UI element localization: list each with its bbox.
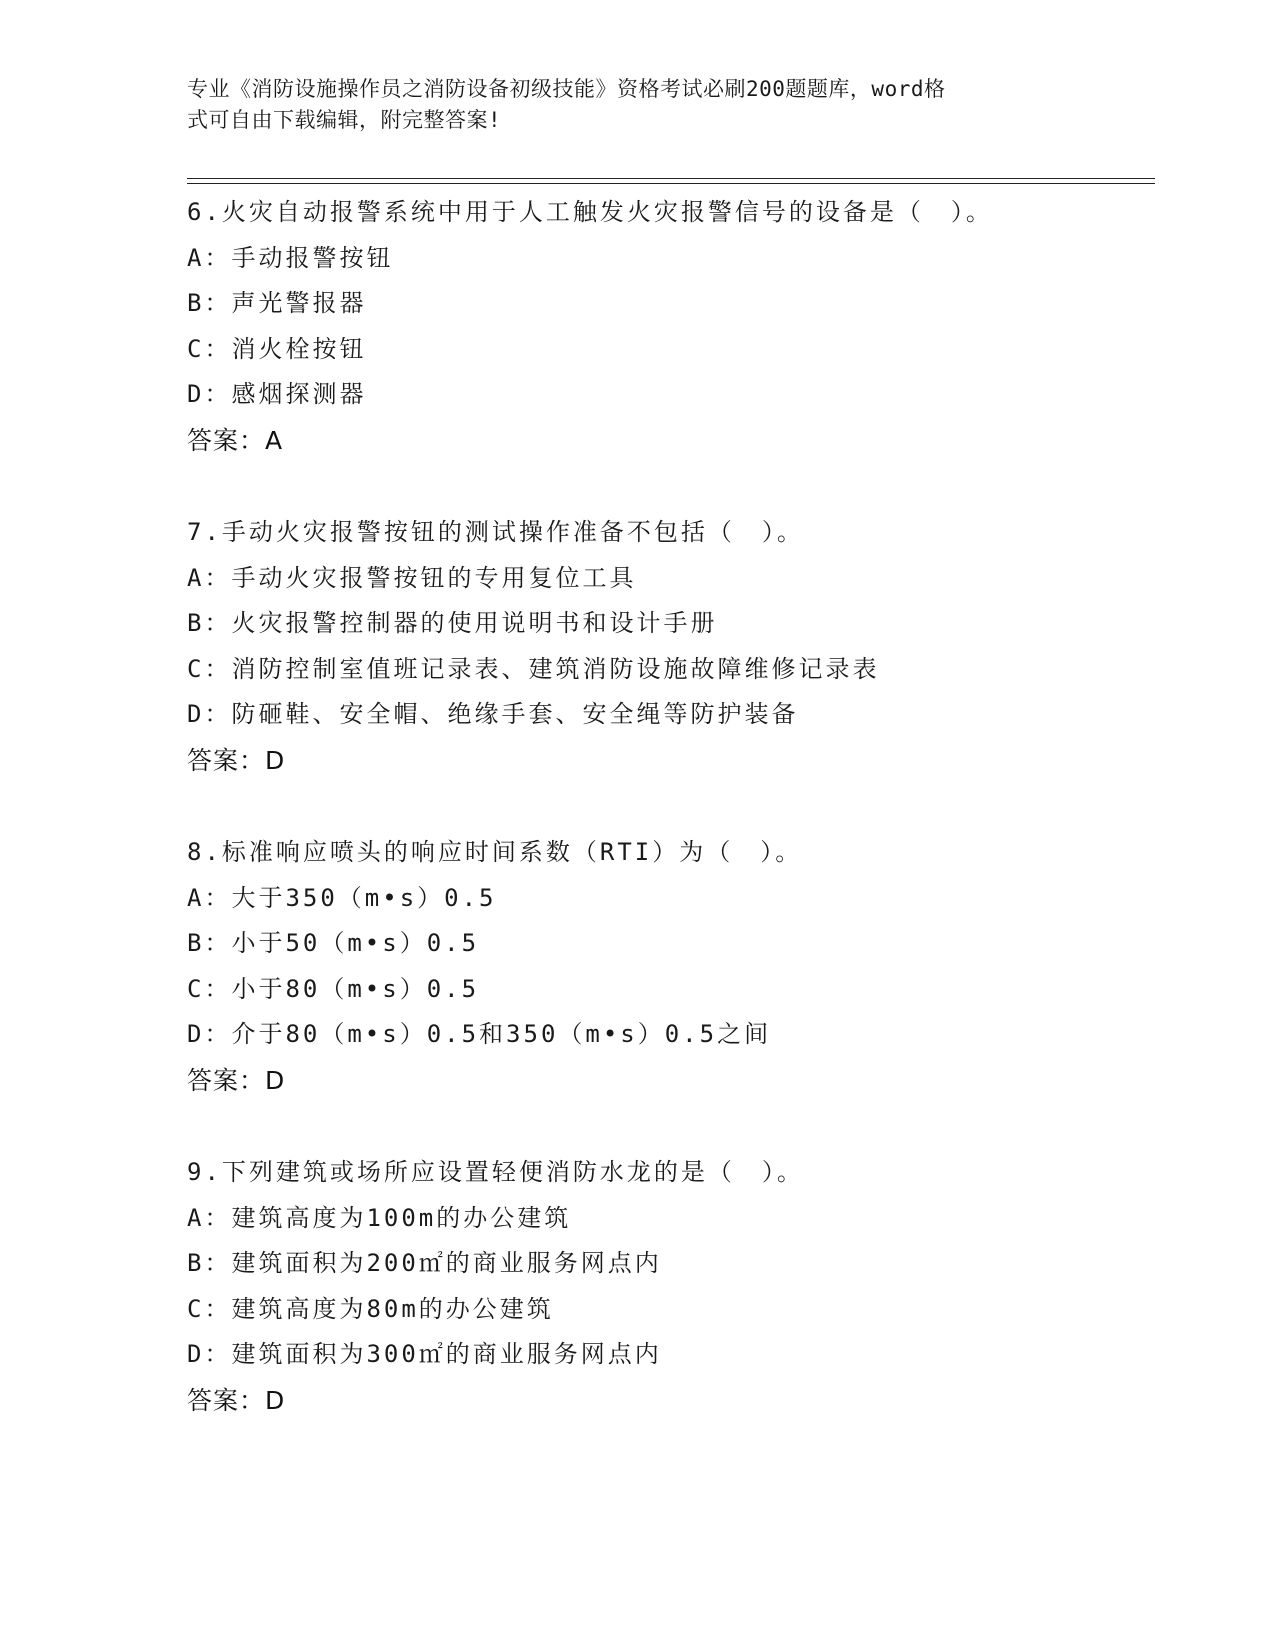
option-a: A：手动火灾报警按钮的专用复位工具: [187, 563, 637, 592]
question-stem: 7.手动火灾报警按钮的测试操作准备不包括（ ）。: [187, 518, 804, 546]
option-c: C：消防控制室值班记录表、建筑消防设施故障维修记录表: [187, 654, 880, 683]
question-stem: 8.标准响应喷头的响应时间系数（RTI）为（ ）。: [187, 838, 803, 866]
question-stem: 6.火灾自动报警系统中用于人工触发火灾报警信号的设备是（ ）。: [187, 198, 993, 226]
option-a: A：建筑高度为100m的办公建筑: [187, 1203, 572, 1232]
header-divider-top: [187, 178, 1155, 179]
question-list: [187, 190, 1167, 1470]
option-d: D：介于80（m•s）0.5和350（m•s）0.5之间: [187, 1020, 772, 1049]
header-divider-bottom: [187, 183, 1155, 184]
document-header: [187, 74, 1067, 136]
question-9: [187, 1150, 1167, 1470]
answer: 答案：D: [187, 1065, 286, 1095]
option-b: B：声光警报器: [187, 289, 367, 318]
option-c: C：建筑高度为80m的办公建筑: [187, 1294, 554, 1323]
option-a: A：大于350（m•s）0.5: [187, 883, 497, 912]
option-b: B：火灾报警控制器的使用说明书和设计手册: [187, 609, 718, 638]
option-b: B：小于50（m•s）0.5: [187, 929, 480, 958]
header-line-1: 专业《消防设施操作员之消防设备初级技能》资格考试必刷200题题库，word格: [187, 77, 946, 101]
question-stem: 9.下列建筑或场所应设置轻便消防水龙的是（ ）。: [187, 1158, 804, 1186]
option-a: A：手动报警按钮: [187, 243, 394, 272]
option-c: C：消火栓按钮: [187, 334, 367, 363]
question-8: [187, 830, 1167, 1150]
answer: 答案：A: [187, 425, 284, 455]
option-d: D：感烟探测器: [187, 380, 367, 409]
header-line-2: 式可自由下载编辑，附完整答案!: [187, 108, 502, 132]
answer: 答案：D: [187, 745, 286, 775]
question-6: [187, 190, 1167, 510]
question-7: [187, 510, 1167, 830]
option-b: B：建筑面积为200㎡的商业服务网点内: [187, 1249, 662, 1278]
option-d: D：建筑面积为300㎡的商业服务网点内: [187, 1340, 662, 1369]
option-c: C：小于80（m•s）0.5: [187, 974, 480, 1003]
option-d: D：防砸鞋、安全帽、绝缘手套、安全绳等防护装备: [187, 700, 799, 729]
answer: 答案：D: [187, 1385, 286, 1415]
